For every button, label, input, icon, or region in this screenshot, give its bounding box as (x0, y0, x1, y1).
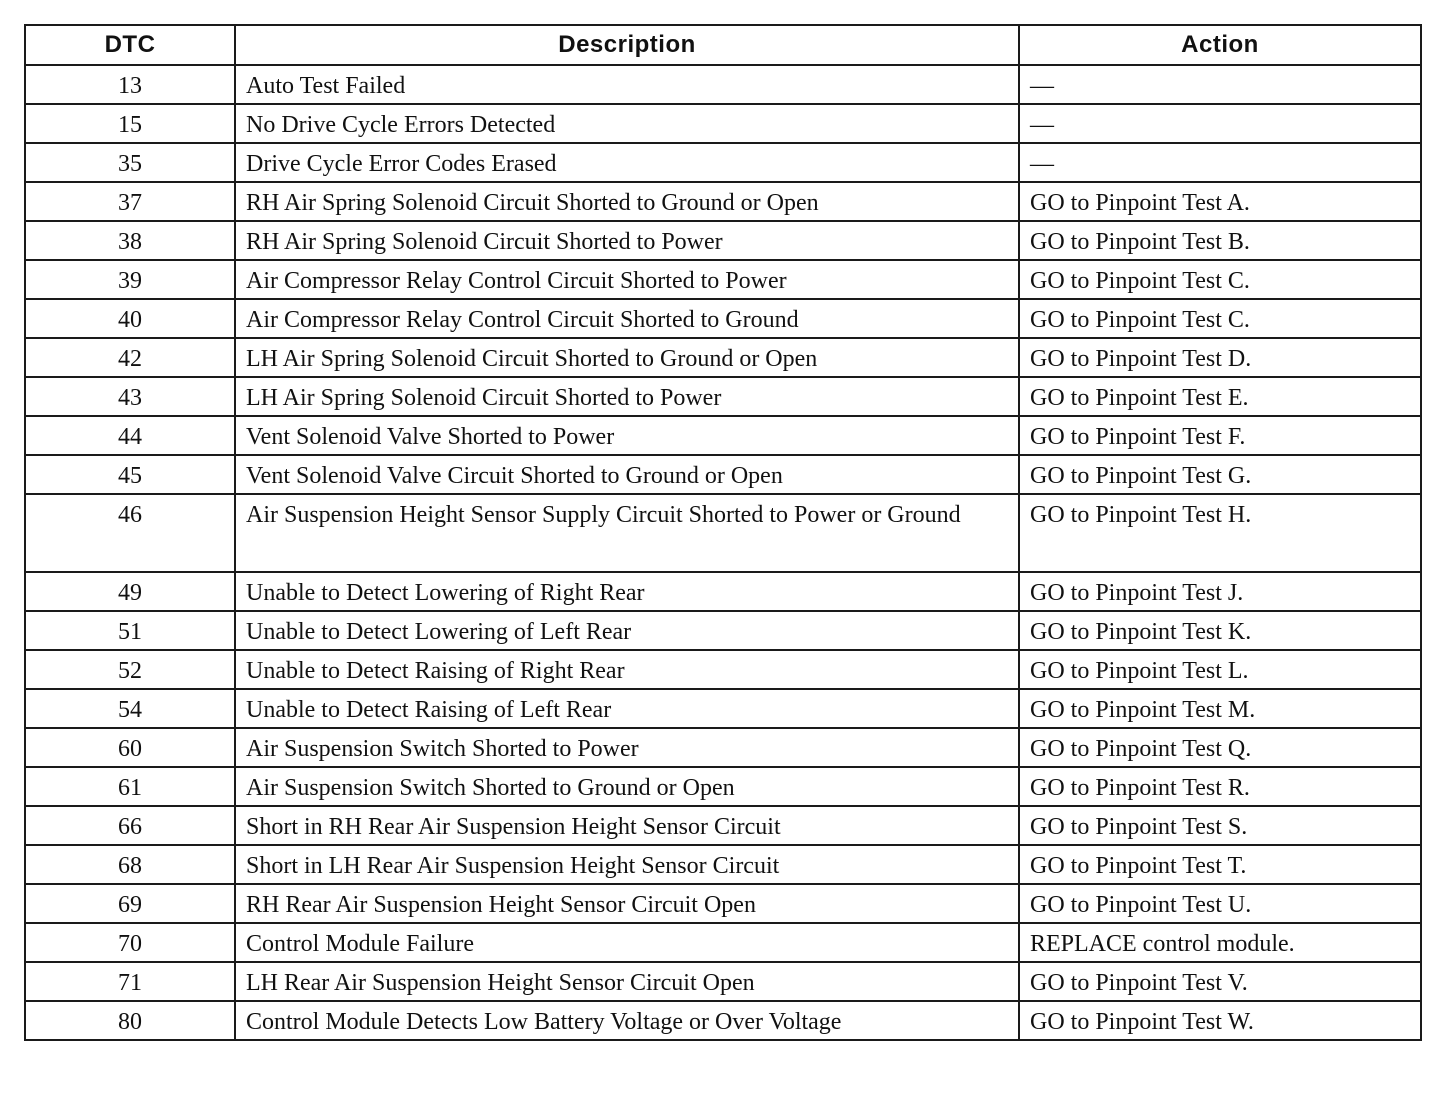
dtc-cell: 35 (25, 143, 235, 182)
description-cell: No Drive Cycle Errors Detected (235, 104, 1019, 143)
table-row (25, 143, 1421, 182)
dtc-cell: 68 (25, 845, 235, 884)
description-cell: Air Suspension Switch Shorted to Ground or Open (235, 767, 1019, 806)
action-cell: GO to Pinpoint Test B. (1019, 221, 1421, 260)
table-row (25, 806, 1421, 845)
action-cell: GO to Pinpoint Test V. (1019, 962, 1421, 1001)
dtc-cell: 42 (25, 338, 235, 377)
action-cell: GO to Pinpoint Test K. (1019, 611, 1421, 650)
header-dtc: DTC (25, 25, 235, 65)
description-cell: LH Air Spring Solenoid Circuit Shorted to Ground or Open (235, 338, 1019, 377)
action-cell: GO to Pinpoint Test C. (1019, 260, 1421, 299)
description-cell: RH Air Spring Solenoid Circuit Shorted to Ground or Open (235, 182, 1019, 221)
description-cell: Short in LH Rear Air Suspension Height Sensor Circuit (235, 845, 1019, 884)
description-cell: Control Module Detects Low Battery Voltage or Over Voltage (235, 1001, 1019, 1040)
dtc-cell: 37 (25, 182, 235, 221)
action-cell: GO to Pinpoint Test G. (1019, 455, 1421, 494)
description-cell: Control Module Failure (235, 923, 1019, 962)
description-cell: LH Rear Air Suspension Height Sensor Circuit Open (235, 962, 1019, 1001)
dtc-cell: 15 (25, 104, 235, 143)
action-cell: GO to Pinpoint Test L. (1019, 650, 1421, 689)
dtc-cell: 44 (25, 416, 235, 455)
table-row (25, 650, 1421, 689)
table-header-row (25, 25, 1421, 65)
table-row (25, 767, 1421, 806)
table-row (25, 65, 1421, 104)
action-cell: GO to Pinpoint Test J. (1019, 572, 1421, 611)
table-row (25, 845, 1421, 884)
dtc-table-container (24, 24, 1420, 1041)
dtc-cell: 61 (25, 767, 235, 806)
action-cell: — (1019, 65, 1421, 104)
dtc-cell: 52 (25, 650, 235, 689)
dtc-cell: 46 (25, 494, 235, 572)
description-cell: Vent Solenoid Valve Circuit Shorted to Ground or Open (235, 455, 1019, 494)
table-row (25, 299, 1421, 338)
dtc-cell: 60 (25, 728, 235, 767)
table-row (25, 611, 1421, 650)
table-row (25, 572, 1421, 611)
description-cell: Unable to Detect Lowering of Right Rear (235, 572, 1019, 611)
table-row (25, 416, 1421, 455)
dtc-cell: 54 (25, 689, 235, 728)
table-row (25, 884, 1421, 923)
action-cell: GO to Pinpoint Test Q. (1019, 728, 1421, 767)
description-cell: RH Air Spring Solenoid Circuit Shorted to Power (235, 221, 1019, 260)
action-cell: GO to Pinpoint Test A. (1019, 182, 1421, 221)
table-body (25, 65, 1421, 1040)
action-cell: REPLACE control module. (1019, 923, 1421, 962)
action-cell: GO to Pinpoint Test E. (1019, 377, 1421, 416)
description-cell: Air Suspension Height Sensor Supply Circuit Shorted to Power or Ground (235, 494, 1019, 572)
description-cell: Unable to Detect Lowering of Left Rear (235, 611, 1019, 650)
action-cell: — (1019, 143, 1421, 182)
description-cell: Unable to Detect Raising of Left Rear (235, 689, 1019, 728)
dtc-cell: 39 (25, 260, 235, 299)
dtc-cell: 80 (25, 1001, 235, 1040)
description-cell: Air Suspension Switch Shorted to Power (235, 728, 1019, 767)
action-cell: GO to Pinpoint Test W. (1019, 1001, 1421, 1040)
dtc-cell: 51 (25, 611, 235, 650)
dtc-cell: 13 (25, 65, 235, 104)
description-cell: Unable to Detect Raising of Right Rear (235, 650, 1019, 689)
dtc-cell: 70 (25, 923, 235, 962)
table-row (25, 455, 1421, 494)
table-row (25, 260, 1421, 299)
table-row (25, 1001, 1421, 1040)
action-cell: GO to Pinpoint Test M. (1019, 689, 1421, 728)
description-cell: Auto Test Failed (235, 65, 1019, 104)
table-row (25, 689, 1421, 728)
description-cell: Vent Solenoid Valve Shorted to Power (235, 416, 1019, 455)
action-cell: GO to Pinpoint Test D. (1019, 338, 1421, 377)
action-cell: GO to Pinpoint Test R. (1019, 767, 1421, 806)
header-action: Action (1019, 25, 1421, 65)
description-cell: Air Compressor Relay Control Circuit Shorted to Power (235, 260, 1019, 299)
table-row (25, 728, 1421, 767)
dtc-table (24, 24, 1422, 1041)
table-row (25, 338, 1421, 377)
description-cell: RH Rear Air Suspension Height Sensor Circuit Open (235, 884, 1019, 923)
action-cell: GO to Pinpoint Test T. (1019, 845, 1421, 884)
action-cell: GO to Pinpoint Test F. (1019, 416, 1421, 455)
dtc-cell: 40 (25, 299, 235, 338)
dtc-cell: 43 (25, 377, 235, 416)
table-row (25, 962, 1421, 1001)
action-cell: GO to Pinpoint Test U. (1019, 884, 1421, 923)
action-cell: GO to Pinpoint Test H. (1019, 494, 1421, 572)
table-row (25, 494, 1421, 572)
table-row (25, 221, 1421, 260)
table-row (25, 377, 1421, 416)
dtc-cell: 49 (25, 572, 235, 611)
description-cell: Short in RH Rear Air Suspension Height Sensor Circuit (235, 806, 1019, 845)
description-cell: Drive Cycle Error Codes Erased (235, 143, 1019, 182)
table-row (25, 923, 1421, 962)
action-cell: — (1019, 104, 1421, 143)
dtc-cell: 69 (25, 884, 235, 923)
dtc-cell: 38 (25, 221, 235, 260)
table-row (25, 104, 1421, 143)
dtc-cell: 45 (25, 455, 235, 494)
description-cell: LH Air Spring Solenoid Circuit Shorted to Power (235, 377, 1019, 416)
header-description: Description (235, 25, 1019, 65)
action-cell: GO to Pinpoint Test S. (1019, 806, 1421, 845)
dtc-cell: 71 (25, 962, 235, 1001)
dtc-cell: 66 (25, 806, 235, 845)
table-row (25, 182, 1421, 221)
description-cell: Air Compressor Relay Control Circuit Shorted to Ground (235, 299, 1019, 338)
action-cell: GO to Pinpoint Test C. (1019, 299, 1421, 338)
